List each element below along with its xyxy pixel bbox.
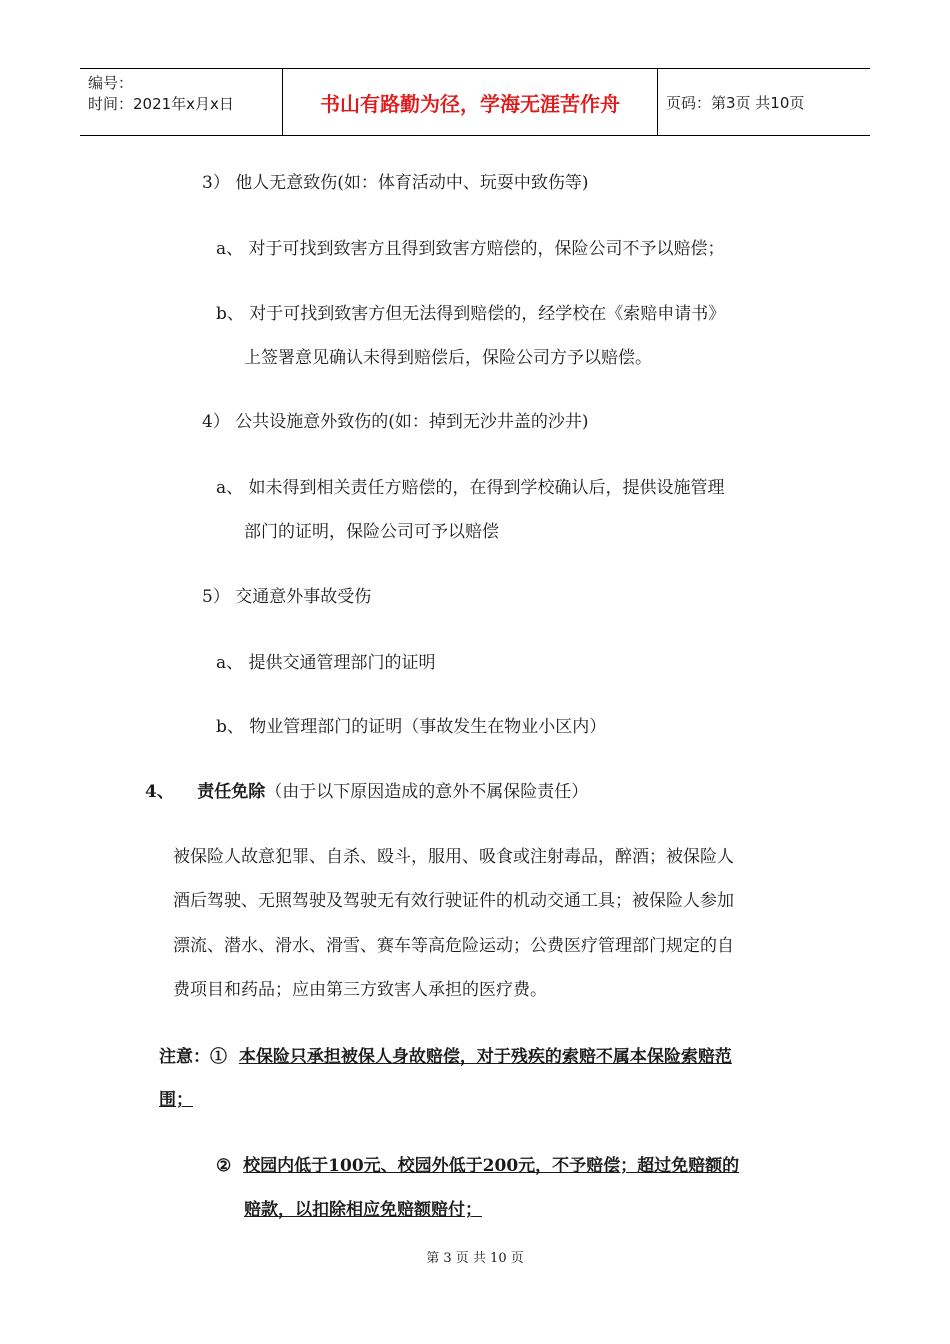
section-4-number: 4、 bbox=[145, 782, 174, 802]
exclusion-line-1: 被保险人故意犯罪、自杀、殴斗，服用、吸食或注射毒品，醉酒；被保险人 bbox=[173, 847, 734, 867]
page-footer: 第 3 页 共 10 页 bbox=[426, 1251, 524, 1266]
note-2-cont: 赔款，以扣除相应免赔额赔付； bbox=[244, 1200, 482, 1220]
note-1 bbox=[159, 1042, 732, 1067]
section-4-note: （由于以下原因造成的意外不属保险责任） bbox=[265, 782, 589, 802]
item-5b: b、 物业管理部门的证明（事故发生在物业小区内） bbox=[216, 717, 607, 737]
exclusion-line-3: 漂流、潜水、滑水、滑雪、赛车等高危险运动；公费医疗管理部门规定的自 bbox=[173, 936, 734, 956]
item-3b-cont: 上签署意见确认未得到赔偿后，保险公司方予以赔偿。 bbox=[244, 348, 652, 368]
header-motto: 书山有路勤为径，学海无涯苦作舟 bbox=[282, 69, 658, 135]
item-4: 4） 公共设施意外致伤的(如：掉到无沙井盖的沙井) bbox=[202, 412, 589, 432]
note-label: 注意：① bbox=[159, 1047, 227, 1067]
header-meta bbox=[80, 69, 282, 135]
item-4a: a、 如未得到相关责任方赔偿的，在得到学校确认后，提供设施管理 bbox=[216, 478, 725, 498]
note-2 bbox=[216, 1151, 739, 1176]
note-2-text: 校园内低于100元、校园外低于200元，不予赔偿；超过免赔额的 bbox=[243, 1156, 740, 1176]
item-4a-cont: 部门的证明，保险公司可予以赔偿 bbox=[244, 522, 499, 542]
note-1-cont: 围； bbox=[159, 1090, 193, 1110]
section-4-title: 责任免除 bbox=[197, 782, 266, 802]
page-header bbox=[80, 68, 870, 136]
exclusion-line-2: 酒后驾驶、无照驾驶及驾驶无有效行驶证件的机动交通工具；被保险人参加 bbox=[173, 891, 734, 911]
item-3: 3） 他人无意致伤(如：体育活动中、玩耍中致伤等) bbox=[202, 173, 589, 193]
exclusion-line-4: 费项目和药品；应由第三方致害人承担的医疗费。 bbox=[173, 980, 547, 1000]
item-3a: a、 对于可找到致害方且得到致害方赔偿的，保险公司不予以赔偿； bbox=[216, 239, 725, 259]
time-label: 时间：2021年x月x日 bbox=[88, 95, 234, 113]
header-page-code: 页码：第3页 共10页 bbox=[666, 93, 805, 112]
note-1-text: 本保险只承担被保人身故赔偿，对于残疾的索赔不属本保险索赔范 bbox=[238, 1047, 732, 1067]
item-3b: b、 对于可找到致害方但无法得到赔偿的，经学校在《索赔申请书》 bbox=[216, 304, 726, 324]
note-2-mark: ② bbox=[216, 1156, 232, 1176]
number-label: 编号： bbox=[88, 74, 134, 92]
item-5a: a、 提供交通管理部门的证明 bbox=[216, 653, 436, 673]
section-4-heading bbox=[145, 777, 588, 802]
item-5: 5） 交通意外事故受伤 bbox=[202, 587, 372, 607]
